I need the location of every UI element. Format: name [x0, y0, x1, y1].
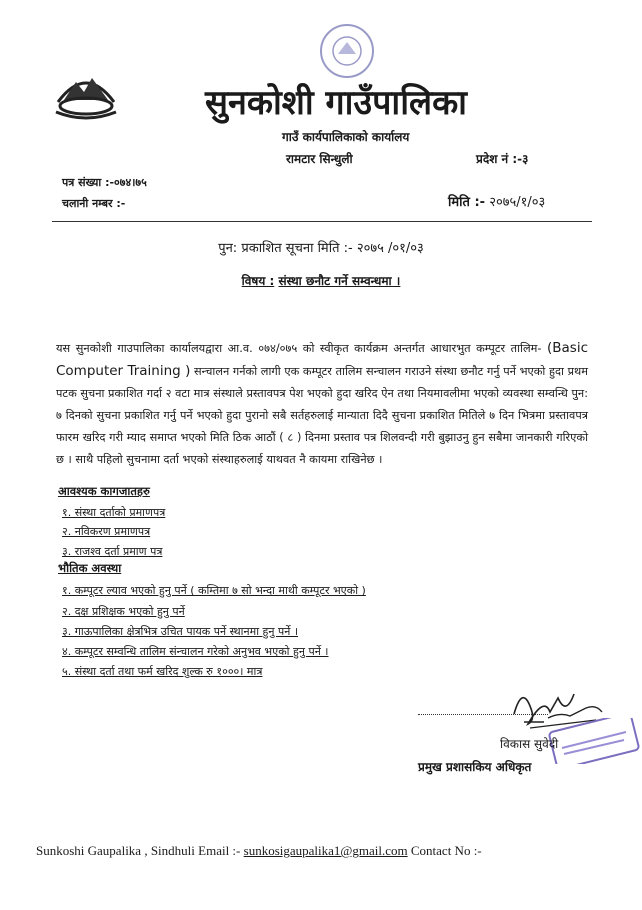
physical-condition-heading: भौतिक अवस्था [58, 561, 122, 575]
physical-item: ५. संस्था दर्ता तथा फर्म खरिद शुल्क रु १०००। मात्र [62, 665, 263, 678]
reissue-notice-date: पुन: प्रकाशित सूचना मिति :- २०७५ /०१/०३ [218, 241, 424, 256]
header-divider [52, 221, 592, 222]
dispatch-number-label: चलानी नम्बर :- [62, 197, 126, 210]
letter-number-label: पत्र संख्या :- [62, 176, 115, 189]
letter-number-value: ०७४।७५ [114, 176, 147, 189]
footer-prefix: Sunkoshi Gaupalika , Sindhuli Email :- [36, 843, 244, 858]
subject-line [0, 272, 642, 289]
office-address: रामटार सिन्धुली [286, 152, 353, 166]
document-item: १. संस्था दर्ताको प्रमाणपत्र [62, 506, 166, 519]
body-part-1: यस सुनकोशी गाउपालिका कार्यालयद्वारा आ.व. ०७४/०७५ को स्वीकृत कार्यक्रम अन्तर्गत आधारभुत कम्पूटर तालिम- [56, 342, 547, 355]
document-item: ३. राजश्व दर्ता प्रमाण पत्र [62, 545, 163, 558]
signature-line [418, 714, 548, 715]
org-title: सुनकोशी गाउँपालिका [204, 83, 467, 123]
physical-item: २. दक्ष प्रशिक्षक भएको हुनु पर्ने [62, 605, 185, 618]
province-number: प्रदेश नं :-३ [476, 152, 529, 166]
office-name: गाउँ कार्यपालिकाको कार्यालय [282, 130, 410, 144]
footer-suffix: Contact No :- [407, 843, 482, 858]
physical-item: १. कम्पूटर ल्याव भएको हुनु पर्ने ( कम्तिमा ७ सो भन्दा माथी कम्पूटर भएको ) [62, 584, 366, 597]
date-value: २०७५/१/०३ [489, 195, 546, 210]
physical-item: ४. कम्पूटर सम्वन्धि तालिम संन्चालन गरेको अनुभव भएको हुनु पर्ने । [62, 645, 329, 658]
body-part-2: सन्चालन गर्नको लागी एक कम्पूटर तालिम सन्चालन गराउने संस्था छनौट गर्नु पर्ने भएको हुदा प्रथम पटक सुचना प्रकाशित गर्दा २ वटा मात्र संस्थाले प्रस्तावपत्र पेश भएको हुदा खरिद ऐन तथा नियमावलीमा भएको व्यवस्था सम्वन्धि पुन: ७ दिनको सुचना प्रकाशित गर्नु पर्ने भएको हुदा पुरानो सबै सर्तहरुलाई मान्याता दिदै सुचना प्रकाशित मितिले ७ दिन भित्रमा प्रस्तावपत्र फारम खरिद गरी म्याद समाप्त भएको मिति ठिक आठौं ( ८ ) दिनमा प्रस्ताव पत्र शिलवन्दी गरी बुझाउनु हुन सबैमा जानकारी गरिएको छ । साथै पहिलो सुचनामा दर्ता भएको संस्थाहरुलाई याथवत नै कायमा राखिनेछ । [56, 365, 588, 466]
notice-body [56, 337, 588, 471]
body-english-course: (Basic Computer Training ) [56, 340, 588, 379]
footer-contact [36, 843, 482, 859]
date-label: मिति :- [448, 195, 486, 210]
letter-number [62, 175, 147, 190]
physical-item: ३. गाऊपालिका क्षेत्रभित्र उचित पायक पर्ने स्थानमा हुनु पर्ने । [62, 625, 299, 638]
document-item: २. नविकरण प्रमाणपत्र [62, 525, 151, 538]
required-documents-heading: आवश्यक कागजातहरु [58, 484, 150, 498]
municipality-seal [318, 22, 376, 80]
signatory-title: प्रमुख प्रशासकिय अधिकृत [418, 760, 532, 774]
subject-label: विषय : [241, 274, 275, 288]
official-stamp [548, 718, 640, 764]
subject-text: संस्था छनौट गर्ने सम्वन्धमा । [278, 274, 401, 288]
letter-date [448, 192, 545, 210]
footer-email: sunkosigaupalika1@gmail.com [243, 843, 408, 858]
dispatch-number [62, 196, 125, 211]
signatory-name: विकास सुवेदी [500, 737, 559, 751]
